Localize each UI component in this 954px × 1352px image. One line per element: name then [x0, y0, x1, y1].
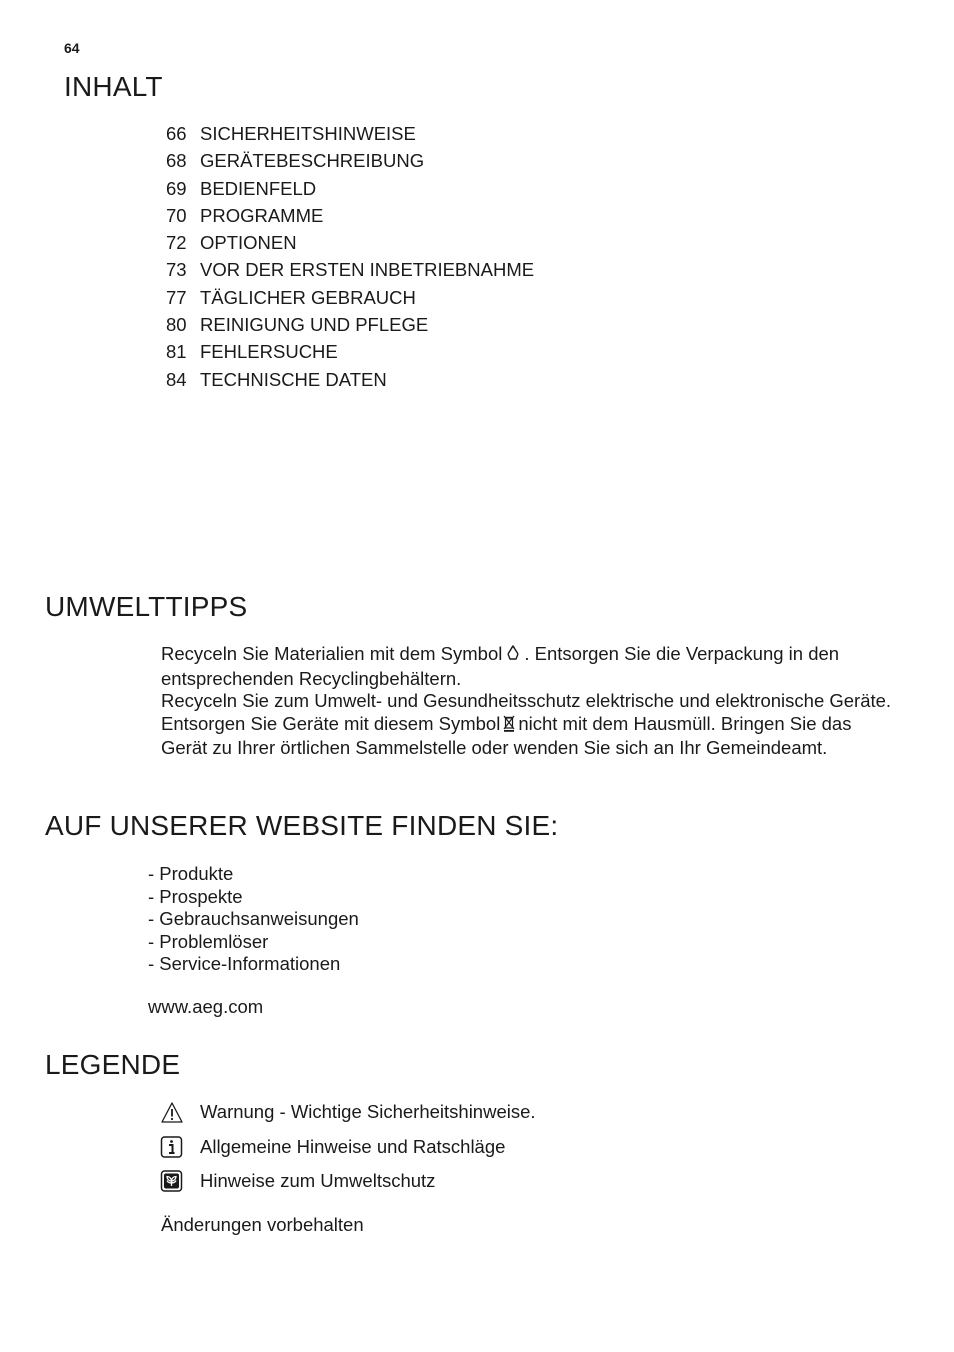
toc-title: SICHERHEITSHINWEISE: [200, 123, 416, 144]
toc-page: 84: [166, 368, 187, 390]
toc-page: 73: [166, 259, 187, 281]
website-heading: AUF UNSERER WEBSITE FINDEN SIE:: [45, 810, 559, 841]
list-item: - Gebrauchsanweisungen: [148, 908, 359, 930]
toc-item[interactable]: [166, 313, 534, 340]
toc-title: REINIGUNG UND PFLEGE: [200, 314, 429, 336]
weee-paragraph: [161, 690, 901, 760]
toc-item[interactable]: [166, 368, 534, 395]
recycle-icon: [505, 644, 521, 668]
toc-item[interactable]: [166, 286, 534, 313]
toc-item[interactable]: [166, 258, 534, 285]
legend-label: Hinweise zum Umweltschutz: [200, 1170, 436, 1191]
list-item: - Produkte: [148, 863, 234, 884]
legend-label: Warnung - Wichtige Sicherheitshinweise.: [200, 1101, 536, 1122]
weee-text-start: Recyceln Sie zum Umwelt- und Gesundheitsschutz elektrische und elektronische Geräte. Entsorgen Sie Geräte mit diesem Symbol: [161, 690, 892, 734]
toc-title: FEHLERSUCHE: [200, 341, 338, 363]
environment-text: [161, 643, 901, 760]
page-number: 64: [64, 40, 80, 56]
toc-page: 77: [166, 286, 187, 308]
toc-title: VOR DER ERSTEN INBETRIEBNAHME: [200, 259, 535, 281]
toc-page: 69: [166, 177, 187, 199]
recycling-text-end: . Entsorgen Sie die Verpackung in den entsprechenden Recyclingbehältern.: [161, 643, 840, 689]
footer-note: Änderungen vorbehalten: [161, 1214, 364, 1235]
toc-heading: INHALT: [64, 71, 163, 102]
crossed-bin-icon: [503, 714, 515, 738]
toc-page: 70: [166, 204, 187, 226]
list-item: - Problemlöser: [148, 930, 269, 952]
toc-title: OPTIONEN: [200, 232, 297, 254]
recycling-text-start: Recyceln Sie Materialien mit dem Symbol: [161, 643, 503, 664]
toc-item[interactable]: [166, 340, 534, 367]
toc-page: 80: [166, 314, 187, 336]
toc-title: TÄGLICHER GEBRAUCH: [200, 286, 416, 308]
weee-text-end: nicht mit dem Hausmüll. Bringen Sie das Gerät zu Ihrer örtlichen Sammelstelle oder wenden Sie sich an Ihr Gemeindeamt.: [161, 712, 852, 759]
list-item: - Prospekte: [148, 885, 243, 907]
toc-item[interactable]: [166, 149, 534, 176]
legend-heading: LEGENDE: [45, 1049, 181, 1080]
environment-icon: [160, 1169, 184, 1193]
list-item: - Service-Informationen: [148, 953, 341, 975]
website-list: [148, 863, 359, 976]
toc-title: BEDIENFELD: [200, 177, 317, 199]
toc-page: 72: [166, 232, 187, 254]
toc-title: GERÄTEBESCHREIBUNG: [200, 150, 425, 172]
toc-item[interactable]: [166, 204, 534, 231]
toc-item[interactable]: [166, 231, 534, 258]
website-link[interactable]: www.aeg.com: [148, 996, 264, 1017]
table-of-contents: [166, 122, 534, 395]
warning-triangle-icon: [160, 1100, 184, 1124]
environment-heading: UMWELTTIPPS: [45, 591, 248, 622]
toc-item[interactable]: [166, 122, 534, 149]
legend-label: Allgemeine Hinweise und Ratschläge: [200, 1136, 506, 1157]
toc-title: PROGRAMME: [200, 204, 324, 226]
toc-page: 66: [166, 123, 187, 144]
toc-page: 81: [166, 341, 187, 363]
toc-page: 68: [166, 150, 187, 172]
toc-item[interactable]: [166, 177, 534, 204]
recycling-paragraph: [161, 643, 901, 690]
info-icon: [160, 1135, 184, 1159]
toc-title: TECHNISCHE DATEN: [200, 368, 387, 390]
